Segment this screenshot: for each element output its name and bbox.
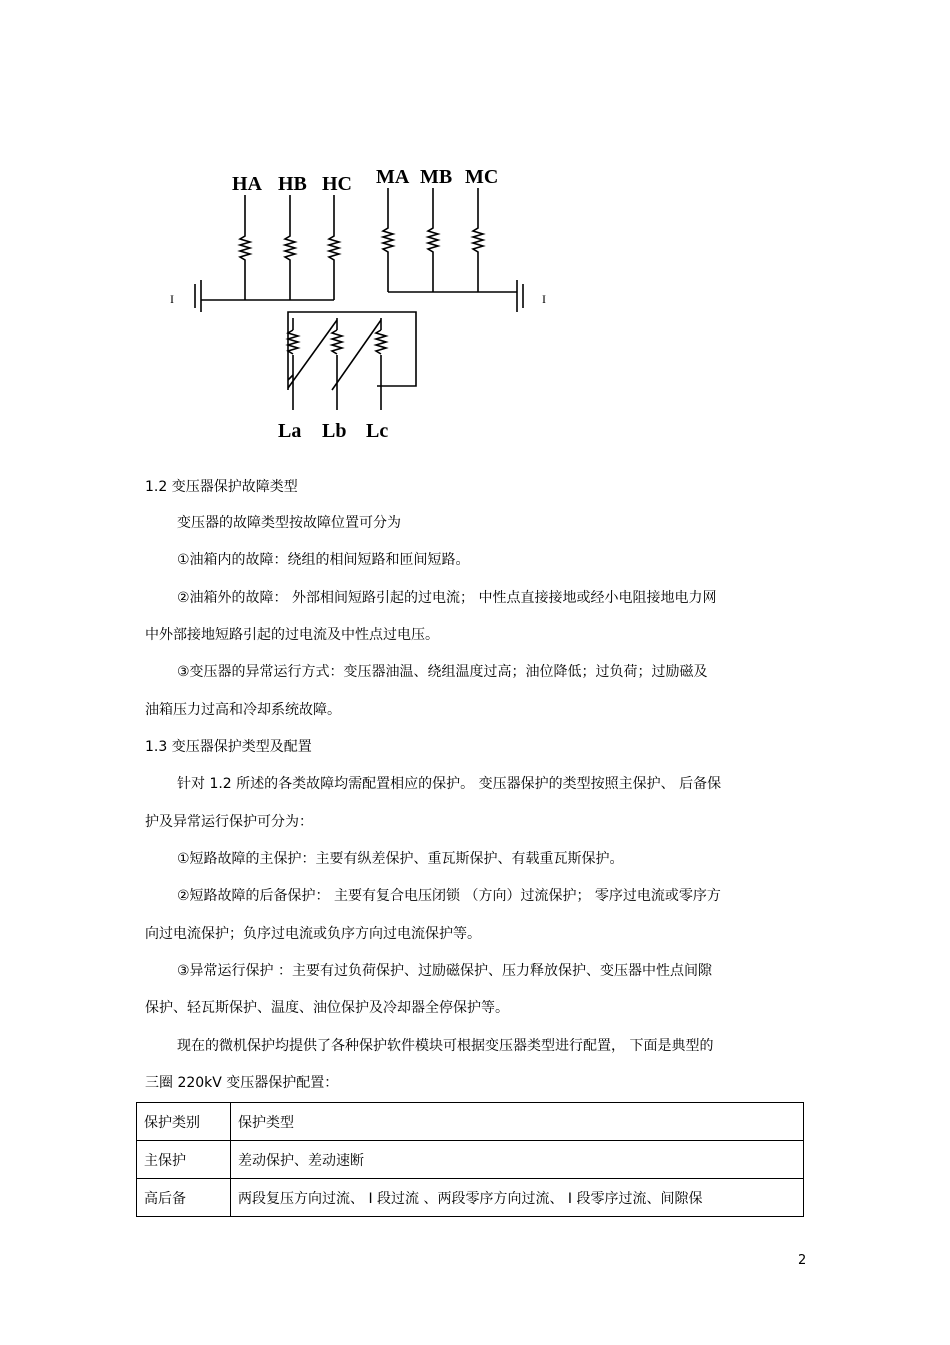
right-bus-symbol xyxy=(517,280,523,312)
paragraph: 针对 1.2 所述的各类故障均需配置相应的保护。 变压器保护的类型按照主保护、 后备保 xyxy=(177,776,722,792)
table-header-row xyxy=(137,1103,804,1141)
label-ma: MA xyxy=(376,166,410,188)
paragraph: 变压器的故障类型按故障位置可分为 xyxy=(177,515,401,531)
paragraph: 现在的微机保护均提供了各种保护软件模块可根据变压器类型进行配置， 下面是典型的 xyxy=(177,1038,714,1054)
list-item-continued: 保护、轻瓦斯保护、温度、油位保护及冷却器全停保护等。 xyxy=(145,1000,509,1016)
label-hc: HC xyxy=(322,173,352,195)
list-item: ③变压器的异常运行方式：变压器油温、绕组温度过高；油位降低；过负荷；过励磁及 xyxy=(177,664,708,680)
list-item-continued: 中外部接地短路引起的过电流及中性点过电压。 xyxy=(145,627,439,643)
protection-config-table xyxy=(136,1102,804,1217)
table-cell: 差动保护、差动速断 xyxy=(231,1141,804,1179)
paragraph-continued: 护及异常运行保护可分为： xyxy=(145,814,313,830)
label-ha: HA xyxy=(232,173,262,195)
list-item: ②短路故障的后备保护： 主要有复合电压闭锁 （方向）过流保护； 零序过电流或零序方 xyxy=(177,888,721,904)
label-lb: Lb xyxy=(322,420,347,442)
mv-windings xyxy=(383,188,517,292)
section-heading-1-2: 1.2 变压器保护故障类型 xyxy=(145,479,298,495)
left-bus-symbol xyxy=(195,280,201,312)
lv-delta-windings xyxy=(288,312,416,410)
label-mc: MC xyxy=(465,166,499,188)
paragraph-continued: 三圈 220kV 变压器保护配置： xyxy=(145,1075,339,1091)
table-row xyxy=(137,1141,804,1179)
left-mark: I xyxy=(170,292,174,306)
label-mb: MB xyxy=(420,166,453,188)
list-item: ①油箱内的故障：绕组的相间短路和匝间短路。 xyxy=(177,552,470,568)
table-row xyxy=(137,1179,804,1217)
list-item: ③异常运行保护 ：主要有过负荷保护、过励磁保护、压力释放保护、变压器中性点间隙 xyxy=(177,963,712,979)
label-la: La xyxy=(278,420,302,442)
mv-labels xyxy=(376,166,498,188)
table-header-cell: 保护类别 xyxy=(137,1103,231,1141)
table-cell: 高后备 xyxy=(137,1179,231,1217)
label-lc: Lc xyxy=(366,420,389,442)
hv-labels xyxy=(232,173,352,195)
list-item-continued: 油箱压力过高和冷却系统故障。 xyxy=(145,702,341,718)
transformer-wiring-diagram xyxy=(0,0,950,460)
list-item-continued: 向过电流保护；负序过电流或负序方向过电流保护等。 xyxy=(145,926,481,942)
list-item: ②油箱外的故障： 外部相间短路引起的过电流； 中性点直接接地或经小电阻接地电力网 xyxy=(177,590,717,606)
right-mark: I xyxy=(542,292,546,306)
label-hb: HB xyxy=(278,173,307,195)
table-header-cell: 保护类型 xyxy=(231,1103,804,1141)
table-cell: 两段复压方向过流、 Ⅰ 段过流 、两段零序方向过流、 Ⅰ 段零序过流、间隙保 xyxy=(231,1179,804,1217)
section-heading-1-3: 1.3 变压器保护类型及配置 xyxy=(145,739,312,755)
hv-windings xyxy=(201,195,339,300)
list-item: ①短路故障的主保护：主要有纵差保护、重瓦斯保护、有载重瓦斯保护。 xyxy=(177,851,624,867)
table-cell: 主保护 xyxy=(137,1141,231,1179)
page-number: 2 xyxy=(798,1253,807,1268)
lv-labels xyxy=(278,420,388,442)
